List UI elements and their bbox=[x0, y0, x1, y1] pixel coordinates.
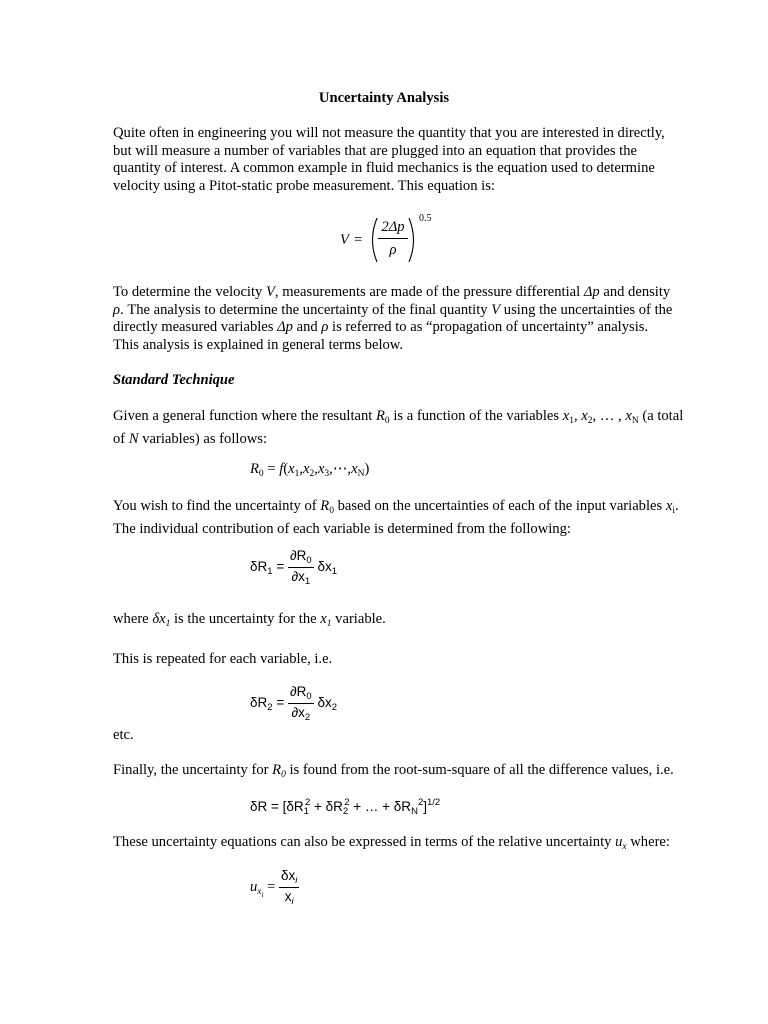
text-run: The individual contribution of each variable is determined from the following: bbox=[113, 520, 571, 537]
subscript: N bbox=[411, 806, 418, 817]
text-run: You wish to find the uncertainty of bbox=[113, 498, 321, 514]
function-equation bbox=[250, 460, 369, 479]
intro-line-1: Quite often in engineering you will not measure the quantity that you are interested in directly, bbox=[113, 125, 665, 141]
subsubscript: i bbox=[261, 890, 264, 899]
text-run: and density bbox=[599, 284, 671, 300]
subscript: 2 bbox=[267, 702, 273, 714]
relative-uncertainty-paragraph bbox=[113, 834, 713, 857]
subscript: i bbox=[672, 506, 675, 516]
text-run: . bbox=[674, 498, 679, 514]
ellipsis: ⋯ bbox=[332, 461, 348, 477]
text-run: To determine the velocity bbox=[113, 284, 266, 300]
ux-equation bbox=[250, 868, 299, 907]
var-rho: ρ bbox=[321, 319, 329, 336]
var-v: V bbox=[491, 301, 501, 318]
general-function-paragraph bbox=[113, 408, 713, 448]
var-u: u bbox=[250, 878, 258, 895]
subscript: i bbox=[295, 875, 298, 886]
document-title: Uncertainty Analysis bbox=[318, 90, 450, 106]
text-run: , … , bbox=[592, 408, 626, 424]
intro-paragraph bbox=[113, 125, 713, 195]
text-run: where: bbox=[626, 834, 670, 850]
velocity-exponent: 0.5 bbox=[419, 213, 432, 224]
var-x: x bbox=[625, 408, 632, 424]
delta-x: δx bbox=[317, 559, 332, 575]
subscript: 0 bbox=[306, 555, 312, 566]
text-run: and bbox=[292, 319, 322, 336]
superscript: 2 bbox=[304, 797, 311, 808]
subscript: 0 bbox=[384, 416, 390, 426]
var-x: x bbox=[665, 498, 673, 514]
right-paren bbox=[406, 217, 420, 263]
section-heading: Standard Technique bbox=[113, 372, 235, 388]
var-u: u bbox=[615, 834, 623, 850]
comma: , bbox=[299, 461, 304, 477]
close-paren: ) bbox=[364, 461, 370, 477]
equals-sign: = bbox=[276, 695, 285, 711]
intro-line-4: velocity using a Pitot-static probe measurement. This equation is: bbox=[113, 177, 495, 194]
text-run: directly measured variables bbox=[113, 319, 278, 336]
text-run: This analysis is explained in general terms below. bbox=[113, 336, 404, 353]
var-n: N bbox=[128, 430, 139, 447]
partial-denominator: ∂x bbox=[291, 569, 305, 584]
subscript: x bbox=[257, 886, 262, 897]
subscript: 0 bbox=[258, 469, 264, 479]
partial-numerator: ∂R bbox=[289, 684, 307, 699]
subscript: N bbox=[357, 469, 365, 479]
var-x: x bbox=[303, 461, 310, 477]
subscript: N bbox=[631, 416, 639, 426]
text-run: of bbox=[113, 430, 129, 447]
subscript: 2 bbox=[587, 416, 593, 426]
var-x: x bbox=[351, 461, 358, 477]
subscript: 2 bbox=[309, 469, 315, 479]
subscript: 2 bbox=[342, 806, 349, 817]
partial-numerator: ∂R bbox=[289, 548, 307, 563]
var-r: R bbox=[320, 498, 330, 514]
eq-run: ] bbox=[423, 799, 427, 814]
subscript: 1 bbox=[267, 566, 273, 578]
text-run: based on the uncertainties of each of the input variables bbox=[333, 498, 666, 514]
uncertainty-contribution-paragraph bbox=[113, 498, 713, 538]
velocity-denominator: ρ bbox=[389, 242, 397, 258]
text-run: using the uncertainties of the bbox=[500, 301, 673, 318]
text-run: is referred to as “propagation of uncertainty” analysis. bbox=[328, 319, 649, 336]
text-run: Given a general function where the resultant bbox=[113, 408, 376, 424]
comma: , bbox=[347, 461, 352, 477]
var-dp: Δp bbox=[277, 319, 293, 336]
var-rho: ρ bbox=[113, 301, 121, 318]
repeat-paragraph: This is repeated for each variable, i.e. bbox=[113, 651, 333, 667]
var-v: V bbox=[265, 284, 275, 300]
var-x: x bbox=[288, 461, 295, 477]
eq-run: δR = [δR bbox=[250, 799, 304, 814]
subscript: 0 bbox=[329, 506, 334, 516]
where-paragraph bbox=[113, 611, 713, 634]
rss-equation bbox=[250, 797, 440, 817]
superscript: 2 bbox=[344, 797, 350, 808]
subscript: 2 bbox=[304, 712, 311, 723]
intro-line-3: quantity of interest. A common example in fluid mechanics is the equation used to determine bbox=[113, 160, 655, 177]
var-x: x bbox=[562, 408, 570, 424]
subscript: 1 bbox=[326, 619, 332, 629]
text-run: is a function of the variables bbox=[389, 408, 563, 424]
delta-x: δx bbox=[281, 868, 296, 883]
var-x: x bbox=[284, 889, 292, 904]
text-run: variable. bbox=[331, 611, 386, 627]
partial-fraction bbox=[288, 684, 314, 723]
text-run: where bbox=[113, 611, 153, 627]
equals-sign: = bbox=[276, 559, 285, 575]
delta-r: δR bbox=[250, 695, 268, 711]
velocity-symbol: V bbox=[340, 232, 349, 248]
text-run: is the uncertainty for the bbox=[170, 611, 321, 627]
var-r: R bbox=[250, 461, 259, 477]
subscript: 1 bbox=[294, 469, 300, 479]
text-run: These uncertainty equations can also be expressed in terms of the relative uncertainty bbox=[113, 834, 616, 850]
intro-line-2: but will measure a number of variables that are plugged into an equation that provides the bbox=[113, 142, 637, 159]
text-run: , bbox=[573, 408, 582, 424]
eq-run: + … + δR bbox=[349, 799, 412, 814]
subscript: 1 bbox=[569, 416, 574, 426]
comma: , bbox=[314, 461, 318, 477]
partial-denominator: ∂x bbox=[291, 705, 305, 720]
var-dp: Δp bbox=[583, 284, 600, 300]
text-run: is found from the root-sum-square of all the difference values, i.e. bbox=[285, 762, 674, 778]
delta-r: δR bbox=[250, 559, 268, 575]
text-run: variables) as follows: bbox=[138, 430, 268, 447]
open-paren: ( bbox=[283, 461, 289, 477]
var-x: x bbox=[581, 408, 588, 424]
subscript: 1 bbox=[165, 619, 171, 629]
equals-sign: = bbox=[354, 232, 363, 248]
subscript: 1 bbox=[304, 576, 311, 587]
delta-x: δx bbox=[152, 611, 166, 627]
text-run: . The analysis to determine the uncertainty of the final quantity bbox=[120, 301, 492, 318]
subscript: 1 bbox=[331, 566, 338, 578]
etc-text: etc. bbox=[113, 727, 134, 743]
velocity-paragraph bbox=[113, 284, 713, 354]
subscript: 0 bbox=[306, 691, 312, 702]
superscript: 2 bbox=[417, 797, 424, 808]
subscript: i bbox=[291, 896, 294, 907]
eq-run: + δR bbox=[310, 799, 343, 814]
dr1-equation bbox=[250, 548, 337, 587]
text-run: (a total bbox=[638, 408, 684, 424]
subscript: 1 bbox=[303, 806, 309, 817]
text-run: , measurements are made of the pressure differential bbox=[274, 284, 584, 300]
partial-fraction bbox=[288, 548, 314, 587]
comma: , bbox=[329, 461, 333, 477]
superscript: 1/2 bbox=[427, 797, 441, 808]
subscript: 3 bbox=[324, 469, 330, 479]
var-r: R bbox=[376, 408, 385, 424]
subscript: 2 bbox=[331, 702, 338, 714]
equals-sign: = bbox=[267, 461, 276, 477]
ux-fraction bbox=[279, 868, 299, 907]
velocity-fraction bbox=[378, 219, 408, 259]
var-x: x bbox=[317, 461, 325, 477]
delta-x: δx bbox=[317, 695, 332, 711]
subscript: x bbox=[622, 842, 627, 852]
dr2-equation bbox=[250, 684, 337, 723]
velocity-numerator: 2Δp bbox=[381, 219, 405, 235]
equals-sign: = bbox=[267, 878, 276, 895]
subscript: 0 bbox=[281, 770, 286, 780]
var-f: f bbox=[279, 461, 284, 477]
rss-paragraph bbox=[113, 762, 713, 785]
text-run: Finally, the uncertainty for bbox=[113, 762, 273, 778]
var-x: x bbox=[320, 611, 327, 627]
var-r: R bbox=[272, 762, 282, 778]
